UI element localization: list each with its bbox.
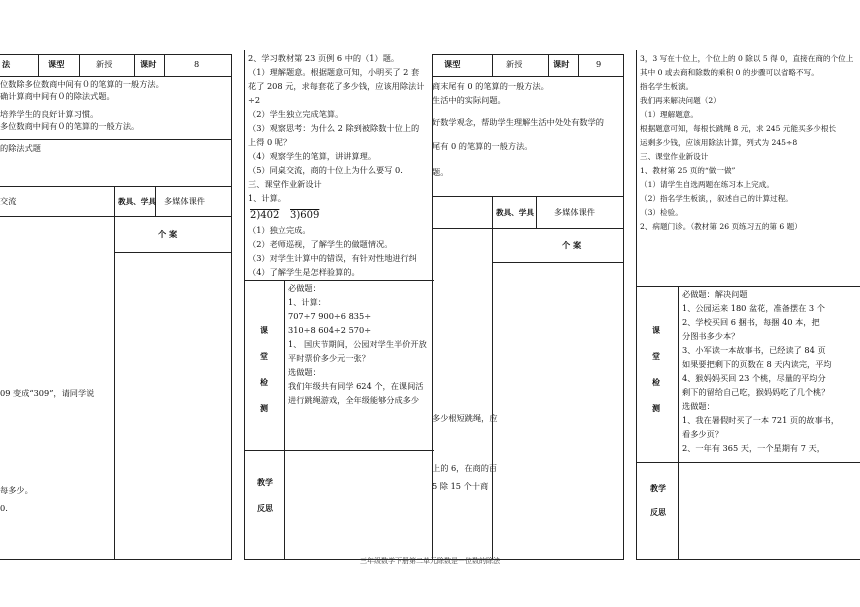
body-line: （4）观察学生的笔算，讲讲算理。 — [248, 151, 377, 161]
check-line: 2、学校买回 6 捆书，每捆 40 本，把 — [682, 317, 820, 327]
body-line: 2、学习教材第 23 页例 6 中的（1）题。 — [248, 53, 400, 63]
body-line: （2）老师巡视，了解学生的做题情况。 — [248, 239, 393, 249]
check-label-char: 堂 — [652, 351, 660, 361]
body-line: 花了 208 元，求每套花了多少钱，应该用除法计 — [248, 81, 425, 91]
check-line: 4、猴妈妈买回 23 个桃，尽量的平均分 — [682, 373, 826, 383]
body-line: （1）理解题意。 — [640, 110, 698, 119]
goal-line: 生活中的实际问题。 — [432, 95, 506, 105]
reflect-label: 反思 — [650, 507, 666, 517]
note-text: 5 除 15 个十商 — [432, 481, 489, 491]
goal-line: 好数学观念，帮助学生理解生活中处处有数学的 — [432, 117, 604, 127]
body-line: 2、病题门诊。（教材第 26 页练习五的第 6 题） — [640, 222, 802, 231]
body-line: （2）学生独立完成笔算。 — [248, 109, 344, 119]
goal-line: 多位数商中间有０的笔算的一般方法。 — [0, 121, 140, 131]
body-line: 上得 0 呢？ — [248, 137, 292, 147]
body-line: 3，3 写在十位上，个位上的 0 除以 5 得 0，直接在商的个位上 — [640, 54, 854, 63]
check-label-char: 测 — [652, 403, 660, 413]
prep-label: 教具、学具 — [118, 197, 156, 206]
check-line: 707÷7 900÷6 835÷ — [288, 311, 372, 321]
header-period-label: 课时 — [553, 59, 570, 69]
note-text: 每多少。 — [0, 485, 33, 495]
body-line: 根据题意可知，每根长跳绳 8 元，求 245 元能买多少根长 — [640, 124, 837, 133]
check-line: 看多少页？ — [682, 429, 723, 439]
header-type-label: 课型 — [444, 59, 461, 69]
body-line: （1）独立完成。 — [248, 225, 311, 235]
check-line: 进行跳绳游戏，全年级能够分成多少 — [288, 395, 420, 405]
goal-line: 尾有 0 的笔算的一般方法。 — [432, 141, 533, 151]
body-line: ÷2 — [248, 95, 261, 105]
body-line: 运剩多少钱，应该用除法计算，列式为 245÷8 — [640, 138, 798, 147]
note-text: 0. — [0, 503, 8, 513]
header-period-label: 课时 — [140, 59, 157, 69]
body-line: （2）指名学生板演，，叙述自己的计算过程。 — [640, 194, 793, 203]
check-line: 必做题： — [288, 283, 321, 293]
goal-line: 确计算商中间有０的除法式题。 — [0, 91, 115, 101]
body-line: （5）同桌交流，商的十位上为什么要写 0. — [248, 165, 403, 175]
note-text: 上的 6，在商的百 — [432, 463, 498, 473]
reflect-label: 教学 — [257, 477, 273, 487]
check-line: 2、一年有 365 天，一个星期有 7 天， — [682, 443, 825, 453]
body-line: （3）观察思考：为什么 2 除到被除数十位上的 — [248, 123, 420, 133]
method-text: 交流 — [0, 196, 17, 206]
case-label: 个 案 — [562, 240, 582, 250]
case-label: 个 案 — [158, 229, 178, 239]
body-line: 我们再来解决问题（2） — [640, 96, 721, 105]
page-column-1 — [0, 0, 232, 560]
check-label-char: 课 — [652, 325, 660, 335]
goal-line: 商末尾有 0 的笔算的一般方法。 — [432, 81, 549, 91]
body-line: 三、课堂作业新设计 — [248, 179, 322, 189]
check-line: 1、我在暑假时买了一本 721 页的故事书， — [682, 415, 840, 425]
header-period-value: 9 — [596, 59, 602, 69]
prep-label: 教具、学具 — [496, 208, 534, 217]
goal-line: 培养学生的良好计算习惯。 — [0, 109, 99, 119]
check-line: 如果要把剩下的页数在 8 天内读完，平均 — [682, 359, 832, 369]
page-footer: 三年级数学下册第二单元除数是一位数的除法 — [360, 557, 500, 565]
note-text: 多少根短跳绳，应 — [432, 413, 498, 423]
check-line: 分图书多少本？ — [682, 331, 740, 341]
header-type-value: 新授 — [506, 59, 523, 69]
check-line: 310÷8 604÷2 570÷ — [288, 325, 372, 335]
reflect-label: 教学 — [650, 483, 666, 493]
check-label-char: 课 — [260, 325, 268, 335]
check-line: 选做题： — [288, 367, 321, 377]
goal-line: 位数除多位数商中间有０的笔算的一般方法。 — [0, 79, 164, 89]
body-line: 1、计算。 — [248, 193, 286, 203]
body-line: （3）对学生计算中的错误，有针对性地进行纠 — [248, 253, 417, 263]
note-text: 09 变成“309”，请同学说 — [0, 388, 95, 398]
check-line: 1、 国庆节期间，公园对学生半价开放 — [288, 339, 427, 349]
check-label-char: 堂 — [260, 351, 268, 361]
reflect-label: 反思 — [257, 503, 273, 513]
page-column-3 — [432, 0, 624, 560]
header-type-label: 课型 — [48, 59, 65, 69]
check-line: 选做题： — [682, 401, 715, 411]
check-label-char: 测 — [260, 403, 268, 413]
check-line: 3、小军读一本故事书，已经读了 84 页 — [682, 345, 826, 355]
long-division-1: 2)402 — [250, 210, 280, 221]
check-line: 1、计算： — [288, 297, 326, 307]
goal-line: 题。 — [432, 167, 449, 177]
check-label-char: 检 — [652, 377, 660, 387]
page-column-2 — [244, 0, 434, 560]
body-line: 其中 0 或去商和除数的乘积 0 的步骤可以省略不写。 — [640, 68, 819, 77]
page-column-4 — [636, 0, 860, 560]
check-label-char: 检 — [260, 377, 268, 387]
check-line: 剩下的留给自己吃，猴妈妈吃了几个桃？ — [682, 387, 830, 397]
check-line: 必做题：解决问题 — [682, 289, 748, 299]
body-line: 1、教材第 25 页的“做一做” — [640, 166, 736, 175]
header-type-value: 新授 — [96, 59, 113, 69]
check-line: 平时票价多少元一张？ — [288, 353, 370, 363]
body-line: （3）检验。 — [640, 208, 683, 217]
header-period-value: 8 — [194, 59, 200, 69]
check-line: 我们年级共有同学 624 个，在课间活 — [288, 381, 424, 391]
body-line: （1）请学生自选两题在练习本上完成。 — [640, 180, 774, 189]
prep-value: 多媒体课件 — [554, 207, 595, 217]
body-line: 指名学生板演。 — [640, 82, 694, 91]
body-line: （1）理解题意。根据题意可知，小明买了 2 套 — [248, 67, 420, 77]
check-line: 1、公园运来 180 盆花，准备摆在 3 个 — [682, 303, 825, 313]
body-line: （4）了解学生是怎样验算的。 — [248, 267, 360, 277]
difficulty-line: 的除法式题 — [0, 143, 41, 153]
prep-value: 多媒体课件 — [164, 196, 205, 206]
header-subject: 法 — [2, 59, 11, 69]
body-line: 三、课堂作业新设计 — [640, 152, 709, 161]
long-division-2: 3)609 — [290, 210, 320, 221]
